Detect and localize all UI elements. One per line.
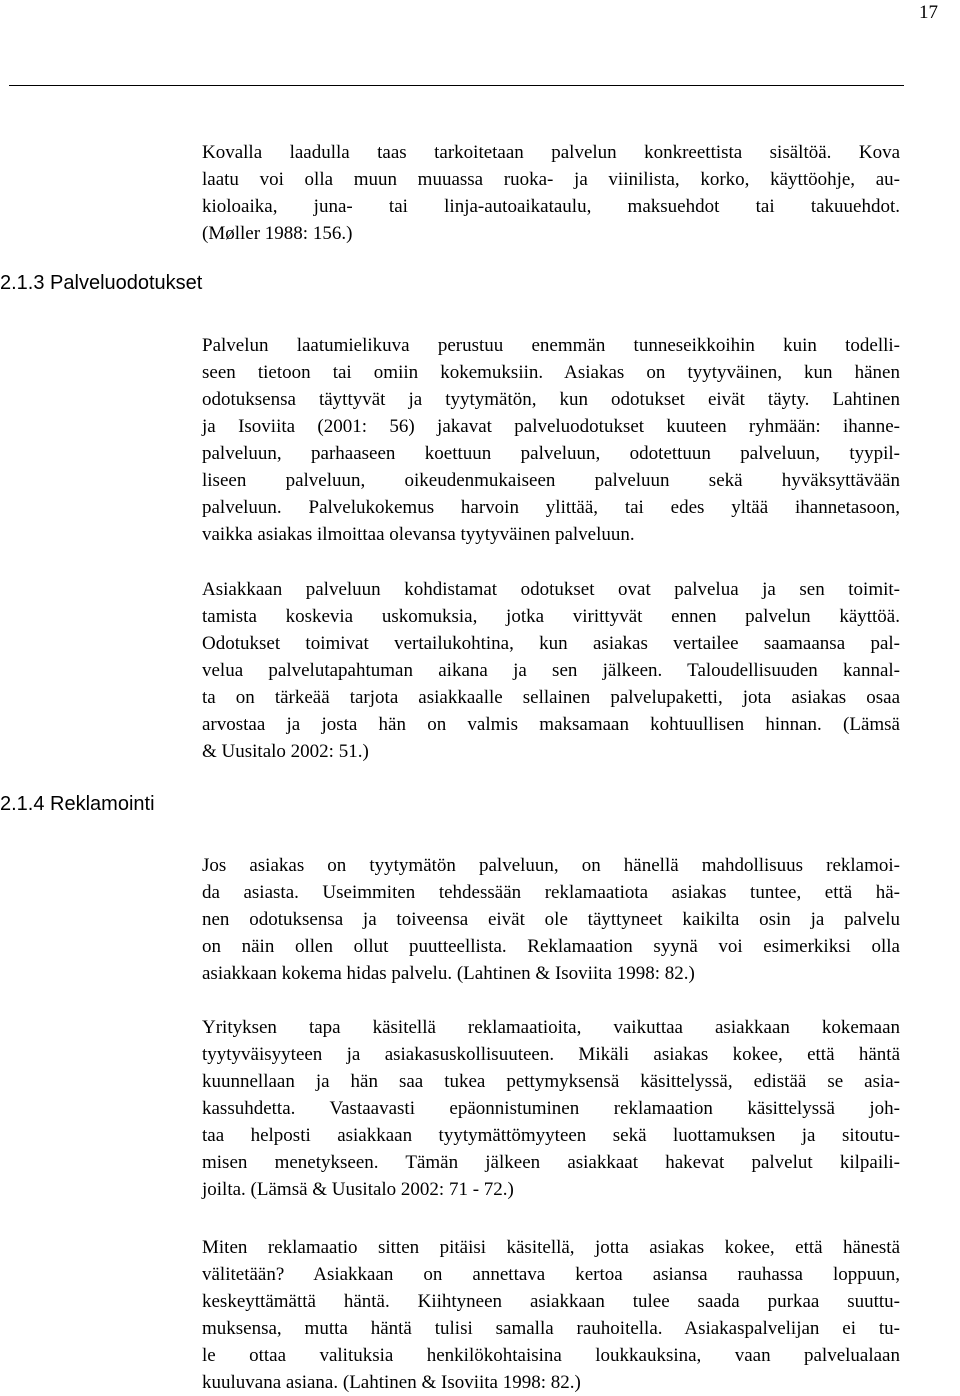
text-line: välitetään? Asiakkaan on annettava kertoa asiansa rauhassa loppuun, <box>202 1264 900 1285</box>
text-line: kassuhdetta. Vastaavasti epäonnistuminen reklamaation käsittelyssä joh- <box>202 1098 900 1119</box>
text-line: da asiasta. Useimmiten tehdessään reklamaatiota asiakas tuntee, että hä- <box>202 882 900 903</box>
text-line: vaikka asiakas ilmoittaa olevansa tyytyväinen palveluun. <box>202 524 635 545</box>
text-line: seen tietoon tai omiin kokemuksiin. Asiakas on tyytyväinen, kun hänen <box>202 362 900 383</box>
text-line: (Møller 1988: 156.) <box>202 223 353 244</box>
page-number: 17 <box>919 2 938 23</box>
text-line: taa helposti asiakkaan tyytymättömyyteen sekä luottamuksen ja sitoutu- <box>202 1125 900 1146</box>
text-line: & Uusitalo 2002: 51.) <box>202 741 369 762</box>
text-line: tyytyväisyyteen ja asiakasuskollisuuteen. Mikäli asiakas kokee, että häntä <box>202 1044 900 1065</box>
text-line: arvostaa ja josta hän on valmis maksamaan kohtuullisen hinnan. (Lämsä <box>202 714 900 735</box>
palveluodotukset-paragraph-2 <box>202 576 900 765</box>
text-line: ja Isoviita (2001: 56) jakavat palveluodotukset kuuteen ryhmään: ihanne- <box>202 416 900 437</box>
text-line: Asiakkaan palveluun kohdistamat odotukset ovat palvelua ja sen toimit- <box>202 579 900 600</box>
text-line: muksensa, mutta häntä tulisi samalla rauhoitella. Asiakaspalvelijan ei tu- <box>202 1318 900 1339</box>
text-line: kuuluvana asiana. (Lahtinen & Isoviita 1998: 82.) <box>202 1372 581 1393</box>
text-line: liseen palveluun, oikeudenmukaiseen palveluun sekä hyväksyttävään <box>202 470 900 491</box>
text-line: ta on tärkeää tarjota asiakkaalle sellainen palvelupaketti, jota asiakas osaa <box>202 687 900 708</box>
text-line: asiakkaan kokema hidas palvelu. (Lahtinen & Isoviita 1998: 82.) <box>202 963 695 984</box>
section-heading-reklamointi: 2.1.4 Reklamointi <box>0 793 155 815</box>
text-line: palveluun. Palvelukokemus harvoin ylittää, tai edes yltää ihannetasoon, <box>202 497 900 518</box>
intro-paragraph <box>202 139 900 247</box>
text-line: laatu voi olla muun muuassa ruoka- ja viinilista, korko, käyttöohje, au- <box>202 169 900 190</box>
section-heading-palveluodotukset: 2.1.3 Palveluodotukset <box>0 272 203 294</box>
text-line: misen menetykseen. Tämän jälkeen asiakkaat hakevat palvelut kilpaili- <box>202 1152 900 1173</box>
text-line: velua palvelutapahtuman aikana ja sen jälkeen. Taloudellisuuden kannal- <box>202 660 900 681</box>
text-line: kioloaika, juna- tai linja-autoaikataulu, maksuehdot tai takuuehdot. <box>202 196 900 217</box>
reklamointi-paragraph-2 <box>202 1014 900 1203</box>
text-line: Jos asiakas on tyytymätön palveluun, on hänellä mahdollisuus reklamoi- <box>202 855 900 876</box>
text-line: joilta. (Lämsä & Uusitalo 2002: 71 - 72.) <box>202 1179 514 1200</box>
text-line: nen odotuksensa ja toiveensa eivät ole täyttyneet kaikilta osin ja palvelu <box>202 909 900 930</box>
palveluodotukset-paragraph-1 <box>202 332 900 548</box>
header-rule <box>9 85 904 86</box>
text-line: Odotukset toimivat vertailukohtina, kun asiakas vertailee saamaansa pal- <box>202 633 900 654</box>
text-line: Yrityksen tapa käsitellä reklamaatioita, vaikuttaa asiakkaan kokemaan <box>202 1017 900 1038</box>
text-line: Palvelun laatumielikuva perustuu enemmän tunneseikkoihin kuin todelli- <box>202 335 900 356</box>
text-line: palveluun, parhaaseen koettuun palveluun, odotettuun palveluun, tyypil- <box>202 443 900 464</box>
text-line: on näin ollen ollut puutteellista. Reklamaation syynä voi esimerkiksi olla <box>202 936 900 957</box>
text-line: tamista koskevia uskomuksia, jotka virittyvät ennen palvelun käyttöä. <box>202 606 900 627</box>
reklamointi-paragraph-1 <box>202 852 900 987</box>
text-line: kuunnellaan ja hän saa tukea pettymyksensä käsittelyssä, edistää se asia- <box>202 1071 900 1092</box>
text-line: keskeyttämättä häntä. Kiihtyneen asiakkaan tulee saada purkaa suuttu- <box>202 1291 900 1312</box>
reklamointi-paragraph-3 <box>202 1234 900 1396</box>
text-line: Kovalla laadulla taas tarkoitetaan palvelun konkreettista sisältöä. Kova <box>202 142 900 163</box>
text-line: odotuksensa täyttyvät ja tyytymätön, kun odotukset eivät täyty. Lahtinen <box>202 389 900 410</box>
text-line: le ottaa valituksia henkilökohtaisina loukkauksina, vaan palvelualaan <box>202 1345 900 1366</box>
text-line: Miten reklamaatio sitten pitäisi käsitellä, jotta asiakas kokee, että hänestä <box>202 1237 900 1258</box>
